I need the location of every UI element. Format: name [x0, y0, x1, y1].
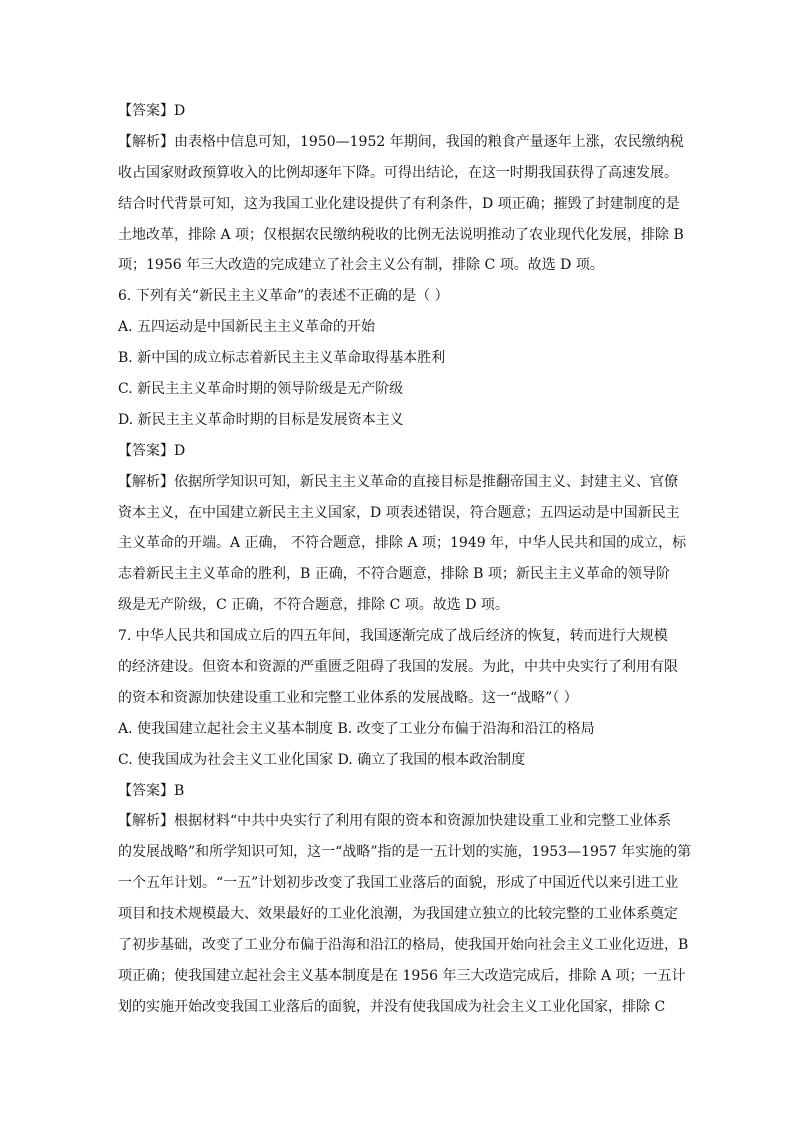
text-line: 【解析】根据材料“中共中央实行了利用有限的资本和资源加快建设重工业和完整工业体系: [118, 813, 672, 830]
options-cd: C. 使我国成为社会主义工业化国家 D. 确立了我国的根本政治制度: [118, 751, 526, 768]
question-6: 6. 下列有关“新民主主义革命”的表述不正确的是（ ）: [118, 288, 449, 305]
text-line: 了初步基础，改变了工业分布偏于沿海和沿江的格局，使我国开始向社会主义工业化迈进，B: [118, 937, 689, 954]
text-line: 的发展战略”和所学知识可知，这一“战略”指的是一五计划的实施，1953—1957 年实施的第: [118, 844, 692, 861]
option-b: B. 新中国的成立标志着新民主主义革命取得基本胜利: [118, 350, 446, 367]
text-line: 项；1956 年三大改造的完成建立了社会主义公有制，排除 C 项。故选 D 项。: [118, 257, 604, 274]
text-line: 结合时代背景可知，这为我国工业化建设提供了有利条件，D 项正确；摧毁了封建制度的是: [118, 195, 680, 212]
option-a: A. 五四运动是中国新民主主义革命的开始: [118, 319, 376, 336]
text-line: 项正确；使我国建立起社会主义基本制度是在 1956 年三大改造完成后，排除 A 项；一五计: [118, 967, 686, 984]
text-line: 主义革命的开端。A 正确， 不符合题意，排除 A 项；1949 年，中华人民共和国的成立，标: [118, 535, 687, 552]
text-line: 一个五年计划。“一五”计划初步改变了我国工业落后的面貌，形成了中国近代以来引进工业: [118, 875, 679, 892]
text-line: 的经济建设。但资本和资源的严重匮乏阻碍了我国的发展。为此，中共中央实行了利用有限: [118, 659, 678, 676]
text-line: 划的实施开始改变我国工业落后的面貌，并没有使我国成为社会主义工业化国家，排除 C: [118, 998, 666, 1015]
text-line: 【解析】由表格中信息可知，1950—1952 年期间，我国的粮食产量逐年上涨，农民缴纳税: [118, 133, 684, 150]
text-line: 【解析】依据所学知识可知，新民主主义革命的直接目标是推翻帝国主义、封建主义、官僚: [118, 473, 678, 490]
answer: 【答案】B: [118, 782, 185, 799]
text-line: 【答案】D: [118, 103, 186, 119]
text-line: 土地改革，排除 A 项；仅根据农民缴纳税收的比例无法说明推动了农业现代化发展，排除 B: [118, 226, 684, 243]
text-line: 资本主义，在中国建立新民主主义国家，D 项表述错误，符合题意；五四运动是中国新民主: [118, 504, 680, 521]
text-line: 级是无产阶级，C 正确，不符合题意，排除 C 项。故选 D 项。: [118, 597, 509, 614]
answer: 【答案】D: [118, 442, 186, 459]
option-d: D. 新民主主义革命时期的目标是发展资本主义: [118, 411, 404, 428]
options-ab: A. 使我国建立起社会主义基本制度 B. 改变了工业分布偏于沿海和沿江的格局: [118, 720, 595, 737]
text-line: 的资本和资源加快建设重工业和完整工业体系的发展战略。这一“战略”（ ）: [118, 689, 578, 706]
question-7: 7. 中华人民共和国成立后的四五年间，我国逐渐完成了战后经济的恢复，转而进行大规模: [118, 628, 668, 645]
option-c: C. 新民主主义革命时期的领导阶级是无产阶级: [118, 381, 404, 398]
document-page: [118, 96, 692, 1023]
text-line: 志着新民主主义革命的胜利，B 正确，不符合题意，排除 B 项；新民主主义革命的领导阶: [118, 566, 670, 583]
text-line: 收占国家财政预算收入的比例却逐年下降。可得出结论，在这一时期我国获得了高速发展。: [118, 164, 678, 181]
text-line: 项目和技术规模最大、效果最好的工业化浪潮，为我国建立独立的比较完整的工业体系奠定: [118, 906, 678, 923]
